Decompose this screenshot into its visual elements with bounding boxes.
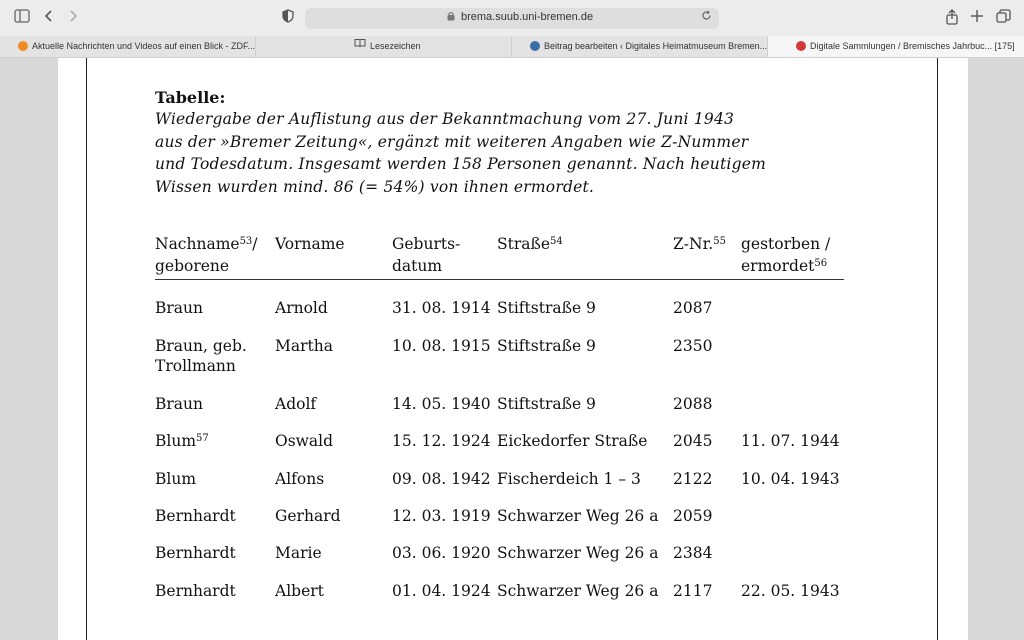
cell-z-nummer: 2350 <box>673 337 713 355</box>
cell-nachname: Bernhardt <box>155 582 236 600</box>
header-z-nummer: Z-Nr.$^{55}$ <box>673 235 726 253</box>
cell-z-nummer: 2087 <box>673 299 713 317</box>
cell-vorname: Gerhard <box>275 507 341 525</box>
cell-strasse: Stiftstraße 9 <box>497 299 596 317</box>
cell-z-nummer: 2384 <box>673 544 713 562</box>
cell-geburtsdatum: 03. 06. 1920 <box>392 544 491 562</box>
header-gestorben: gestorben / ermordet$^{56}$ <box>741 235 831 275</box>
cell-nachname: Braun <box>155 395 204 413</box>
cell-vorname: Albert <box>275 582 324 600</box>
intro-line: Wiedergabe der Auflistung aus der Bekanntmachung vom 27. Juni 1943 <box>155 110 735 128</box>
cell-gestorben: 11. 07. 1944 <box>741 432 840 450</box>
cell-nachname: Bernhardt <box>155 507 236 525</box>
cell-geburtsdatum: 15. 12. 1924 <box>392 432 491 450</box>
cell-geburtsdatum: 14. 05. 1940 <box>392 395 491 413</box>
cell-geburtsdatum: 10. 08. 1915 <box>392 337 491 355</box>
cell-z-nummer: 2045 <box>673 432 713 450</box>
tab-label: Digitale Sammlungen / Bremisches Jahrbuc... [175] <box>810 41 1015 51</box>
cell-geburtsdatum: 01. 04. 1924 <box>392 582 491 600</box>
cell-strasse: Eickedorfer Straße <box>497 432 648 450</box>
cell-vorname: Marie <box>275 544 322 562</box>
cell-nachname-line2: Trollmann <box>155 357 236 375</box>
cell-strasse: Schwarzer Weg 26 a <box>497 582 659 600</box>
header-nachname: Nachname$^{53}$/ geborene <box>155 235 258 275</box>
cell-vorname: Martha <box>275 337 333 355</box>
cell-z-nummer: 2088 <box>673 395 713 413</box>
intro-line: Wissen wurden mind. 86 (= 54%) von ihnen ermordet. <box>155 177 594 196</box>
footnote-marker: 57 <box>196 433 209 444</box>
cell-strasse: Schwarzer Weg 26 a <box>497 544 659 562</box>
cell-nachname: Blum$^{57}$ <box>155 432 209 450</box>
header-strasse: Straße$^{54}$ <box>497 235 563 253</box>
cell-nachname: Braun <box>155 299 204 317</box>
intro-line: aus der »Bremer Zeitung«, ergänzt mit weiteren Angaben wie Z-Nummer <box>155 132 749 151</box>
cell-strasse: Fischerdeich 1 – 3 <box>497 470 641 488</box>
tab-label: Aktuelle Nachrichten und Videos auf einen Blick - ZDF... <box>32 41 255 51</box>
cell-vorname: Oswald <box>275 432 334 450</box>
cell-gestorben: 10. 04. 1943 <box>741 470 840 488</box>
header-geburtsdatum: Geburts- datum <box>392 235 461 275</box>
cell-nachname: Bernhardt <box>155 544 236 562</box>
cell-geburtsdatum: 09. 08. 1942 <box>392 470 491 488</box>
cell-vorname: Adolf <box>275 395 317 413</box>
url-text: brema.suub.uni-bremen.de <box>461 11 594 23</box>
cell-nachname: Braun, geb. Trollmann <box>155 337 247 375</box>
cell-strasse: Stiftstraße 9 <box>497 395 596 413</box>
cell-geburtsdatum: 12. 03. 1919 <box>392 507 491 525</box>
cell-strasse: Stiftstraße 9 <box>497 337 596 355</box>
cell-z-nummer: 2059 <box>673 507 713 525</box>
table-description <box>155 108 855 198</box>
intro-line: und Todesdatum. Insgesamt werden 158 Personen genannt. Nach heutigem <box>155 155 766 173</box>
header-vorname: Vorname <box>275 235 345 253</box>
cell-geburtsdatum: 31. 08. 1914 <box>392 299 491 317</box>
tab-label: Beitrag bearbeiten ‹ Digitales Heimatmuseum Bremen... <box>544 41 768 51</box>
table-title: Tabelle: <box>155 88 226 107</box>
cell-strasse: Schwarzer Weg 26 a <box>497 507 659 525</box>
cell-vorname: Arnold <box>275 299 328 317</box>
cell-vorname: Alfons <box>275 470 325 488</box>
cell-nachname: Blum <box>155 470 197 488</box>
header-divider <box>155 279 844 280</box>
cell-gestorben: 22. 05. 1943 <box>741 582 840 600</box>
cell-z-nummer: 2117 <box>673 582 713 600</box>
tab-label: Lesezeichen <box>370 41 421 51</box>
cell-z-nummer: 2122 <box>673 470 713 488</box>
